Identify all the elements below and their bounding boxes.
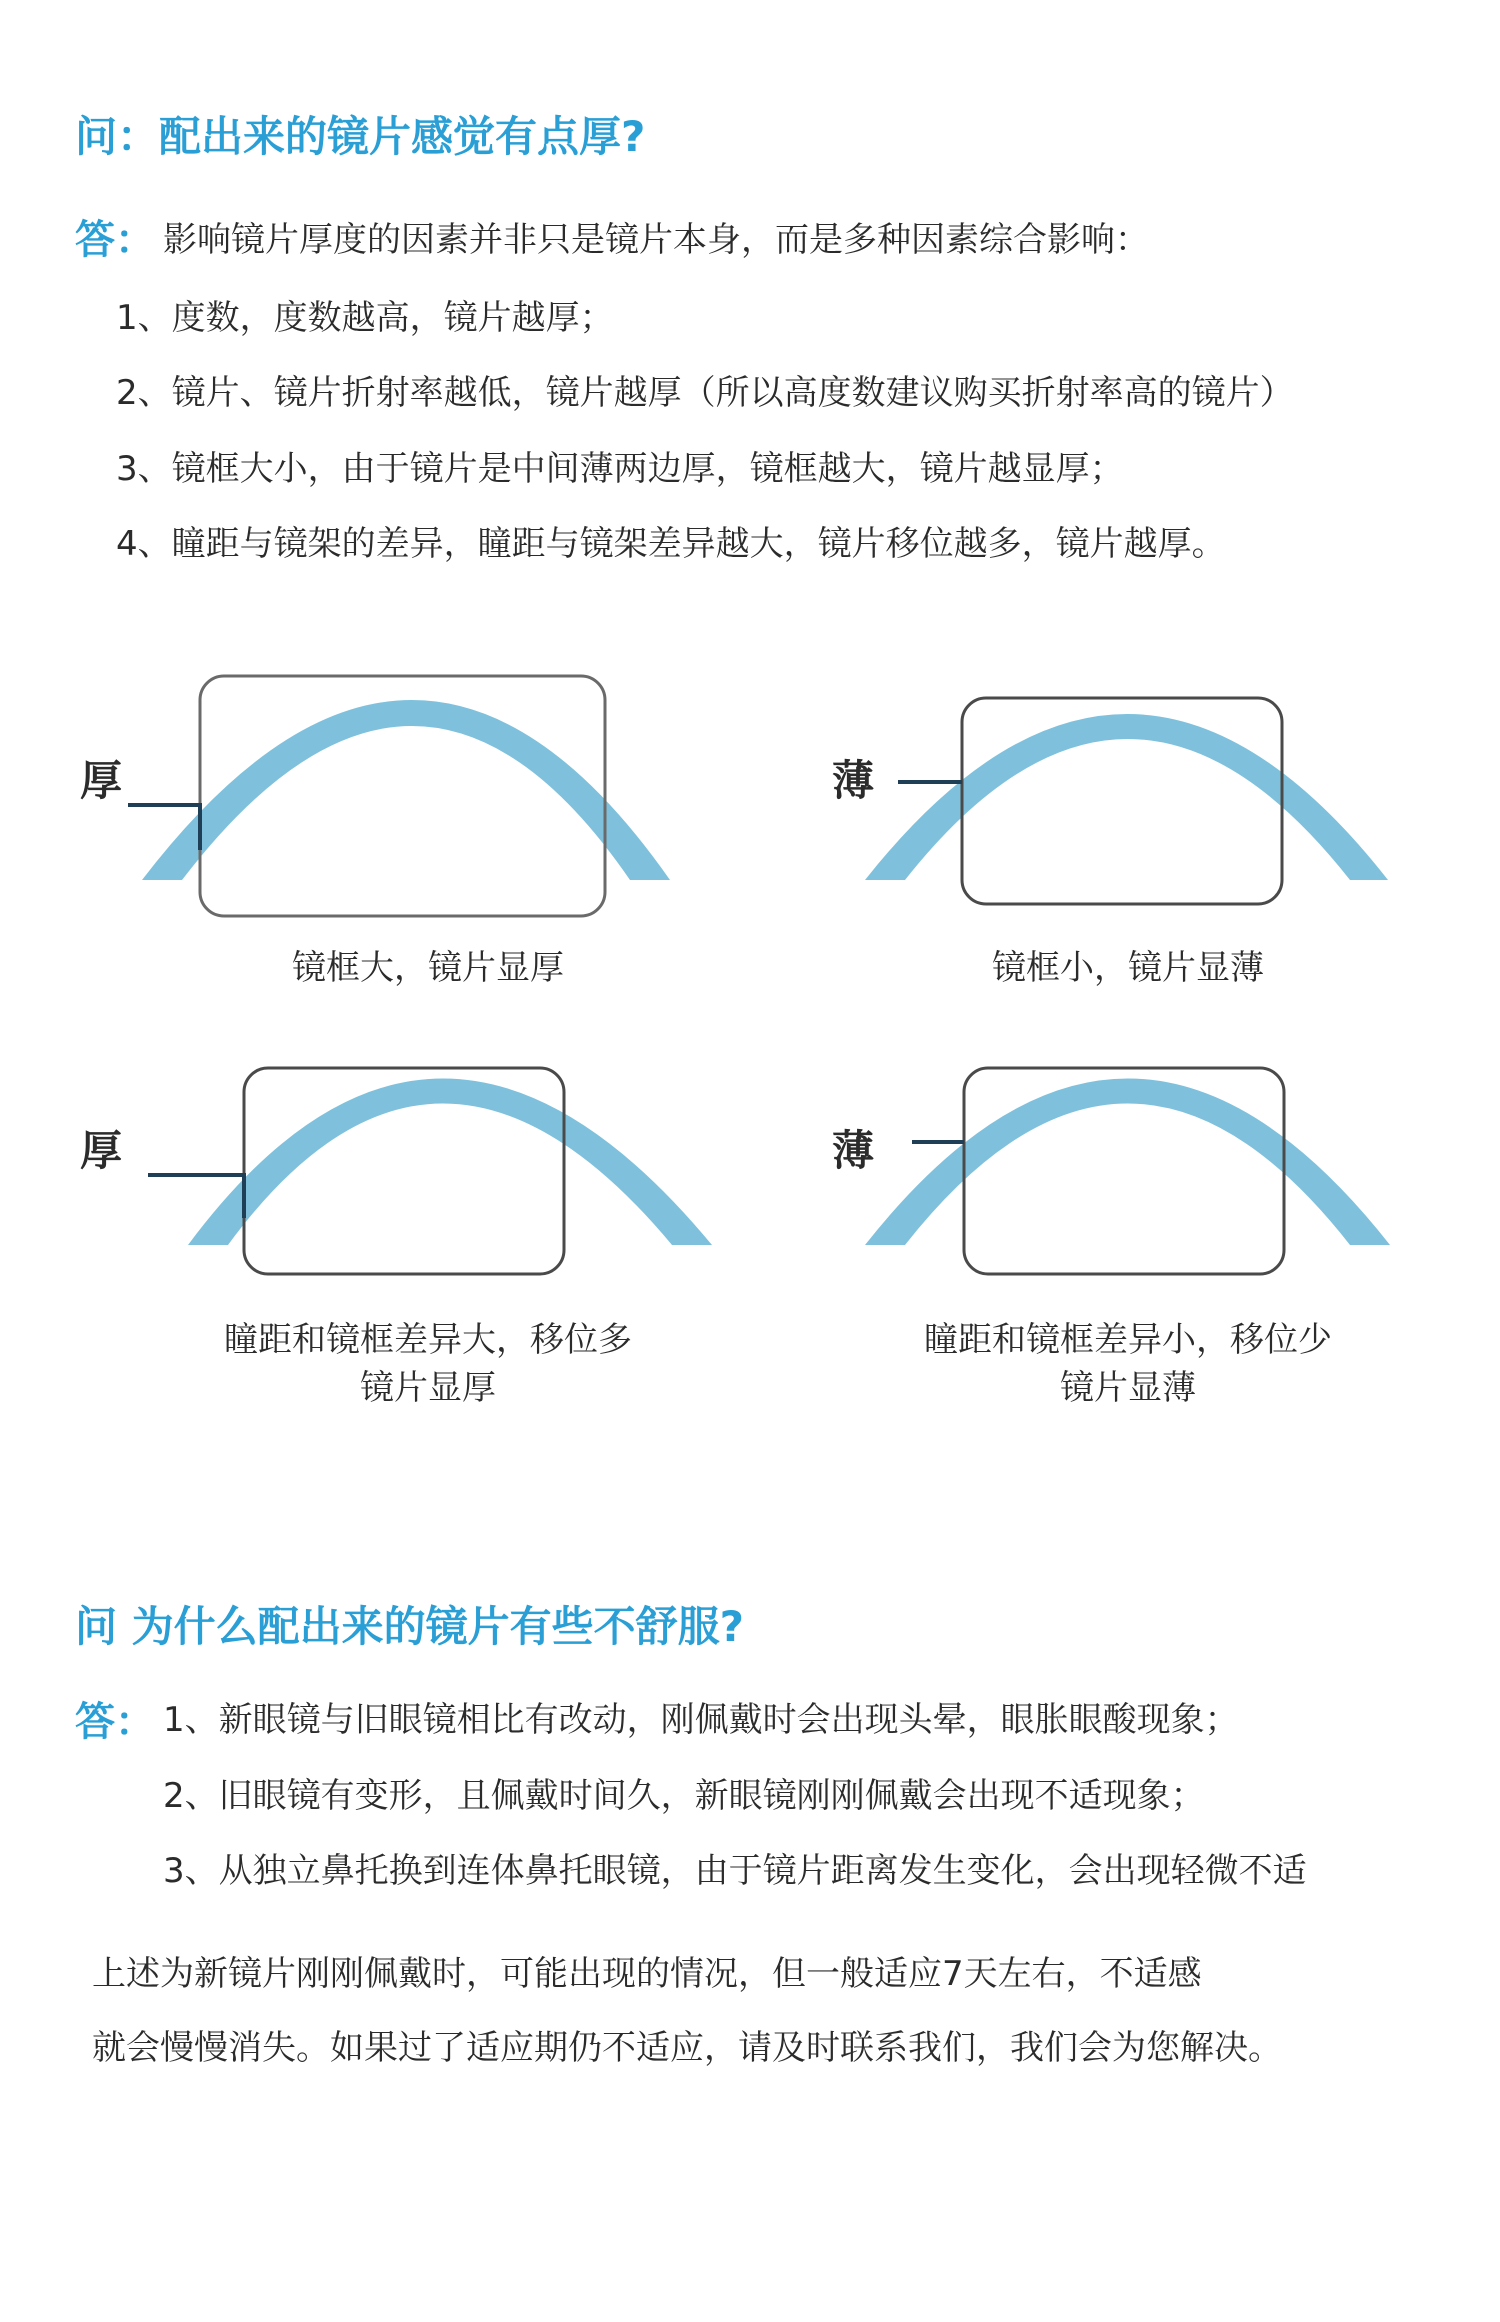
diagram-4-side-label: 薄 <box>832 1126 875 1175</box>
question-1-title: 问：配出来的镜片感觉有点厚? <box>75 112 646 161</box>
diagram-4-caption <box>878 1316 1378 1412</box>
diagram-1-lens-arc <box>142 700 670 880</box>
diagram-2-side-label: 薄 <box>832 756 875 805</box>
diagram-4-caption-line-1: 瞳距和镜框差异小，移位少 <box>924 1320 1332 1360</box>
question-2-title: 问 为什么配出来的镜片有些不舒服? <box>75 1602 744 1651</box>
answer-2-item-1: 1、新眼镜与旧眼镜相比有改动，刚佩戴时会出现头晕，眼胀眼酸现象； <box>163 1700 1239 1740</box>
diagram-1-caption <box>228 944 628 992</box>
closing-line-1: 上述为新镜片刚刚佩戴时，可能出现的情况，但一般适应7天左右，不适感 <box>92 1954 1202 1994</box>
answer-1-item-3: 3、镜框大小，由于镜片是中间薄两边厚，镜框越大，镜片越显厚； <box>116 449 1124 489</box>
diagram-2-lens-frame <box>865 698 1388 904</box>
diagram-4-caption-line-2: 镜片显薄 <box>1060 1368 1196 1408</box>
diagram-1-lens-frame <box>128 676 670 916</box>
answer-2-item-3: 3、从独立鼻托换到连体鼻托眼镜，由于镜片距离发生变化，会出现轻微不适 <box>163 1851 1307 1891</box>
answer-1-item-4: 4、瞳距与镜架的差异，瞳距与镜架差异越大，镜片移位越多，镜片越厚。 <box>116 524 1226 564</box>
diagram-3-lens-frame <box>148 1068 712 1274</box>
diagram-3-caption-line-2: 镜片显厚 <box>360 1368 496 1408</box>
answer-1-intro: 影响镜片厚度的因素并非只是镜片本身，而是多种因素综合影响： <box>163 220 1149 260</box>
diagram-1-side-label: 厚 <box>80 756 123 805</box>
diagram-3-caption-line-1: 瞳距和镜框差异大，移位多 <box>224 1320 632 1360</box>
diagram-3-side-label: 厚 <box>80 1126 123 1175</box>
diagram-4-lens-arc <box>865 1079 1390 1246</box>
diagram-4-lens-frame <box>865 1068 1390 1274</box>
diagram-2-caption <box>928 944 1328 992</box>
closing-line-2: 就会慢慢消失。如果过了适应期仍不适应，请及时联系我们，我们会为您解决。 <box>92 2028 1282 2068</box>
answer-1-item-2: 2、镜片、镜片折射率越低，镜片越厚（所以高度数建议购买折射率高的镜片） <box>116 373 1294 413</box>
answer-2-label: 答： <box>75 1699 155 1745</box>
answer-2-item-2: 2、旧眼镜有变形，且佩戴时间久，新眼镜刚刚佩戴会出现不适现象； <box>163 1776 1205 1816</box>
diagram-2-lens-arc <box>865 714 1388 880</box>
answer-1-label: 答： <box>75 217 155 263</box>
diagram-3-lens-arc <box>188 1079 712 1246</box>
diagram-2-caption-line: 镜框小，镜片显薄 <box>992 948 1264 988</box>
answer-1-item-1: 1、度数，度数越高，镜片越厚； <box>116 298 614 338</box>
diagram-3-caption <box>178 1316 678 1412</box>
diagram-1-caption-line: 镜框大，镜片显厚 <box>292 948 564 988</box>
